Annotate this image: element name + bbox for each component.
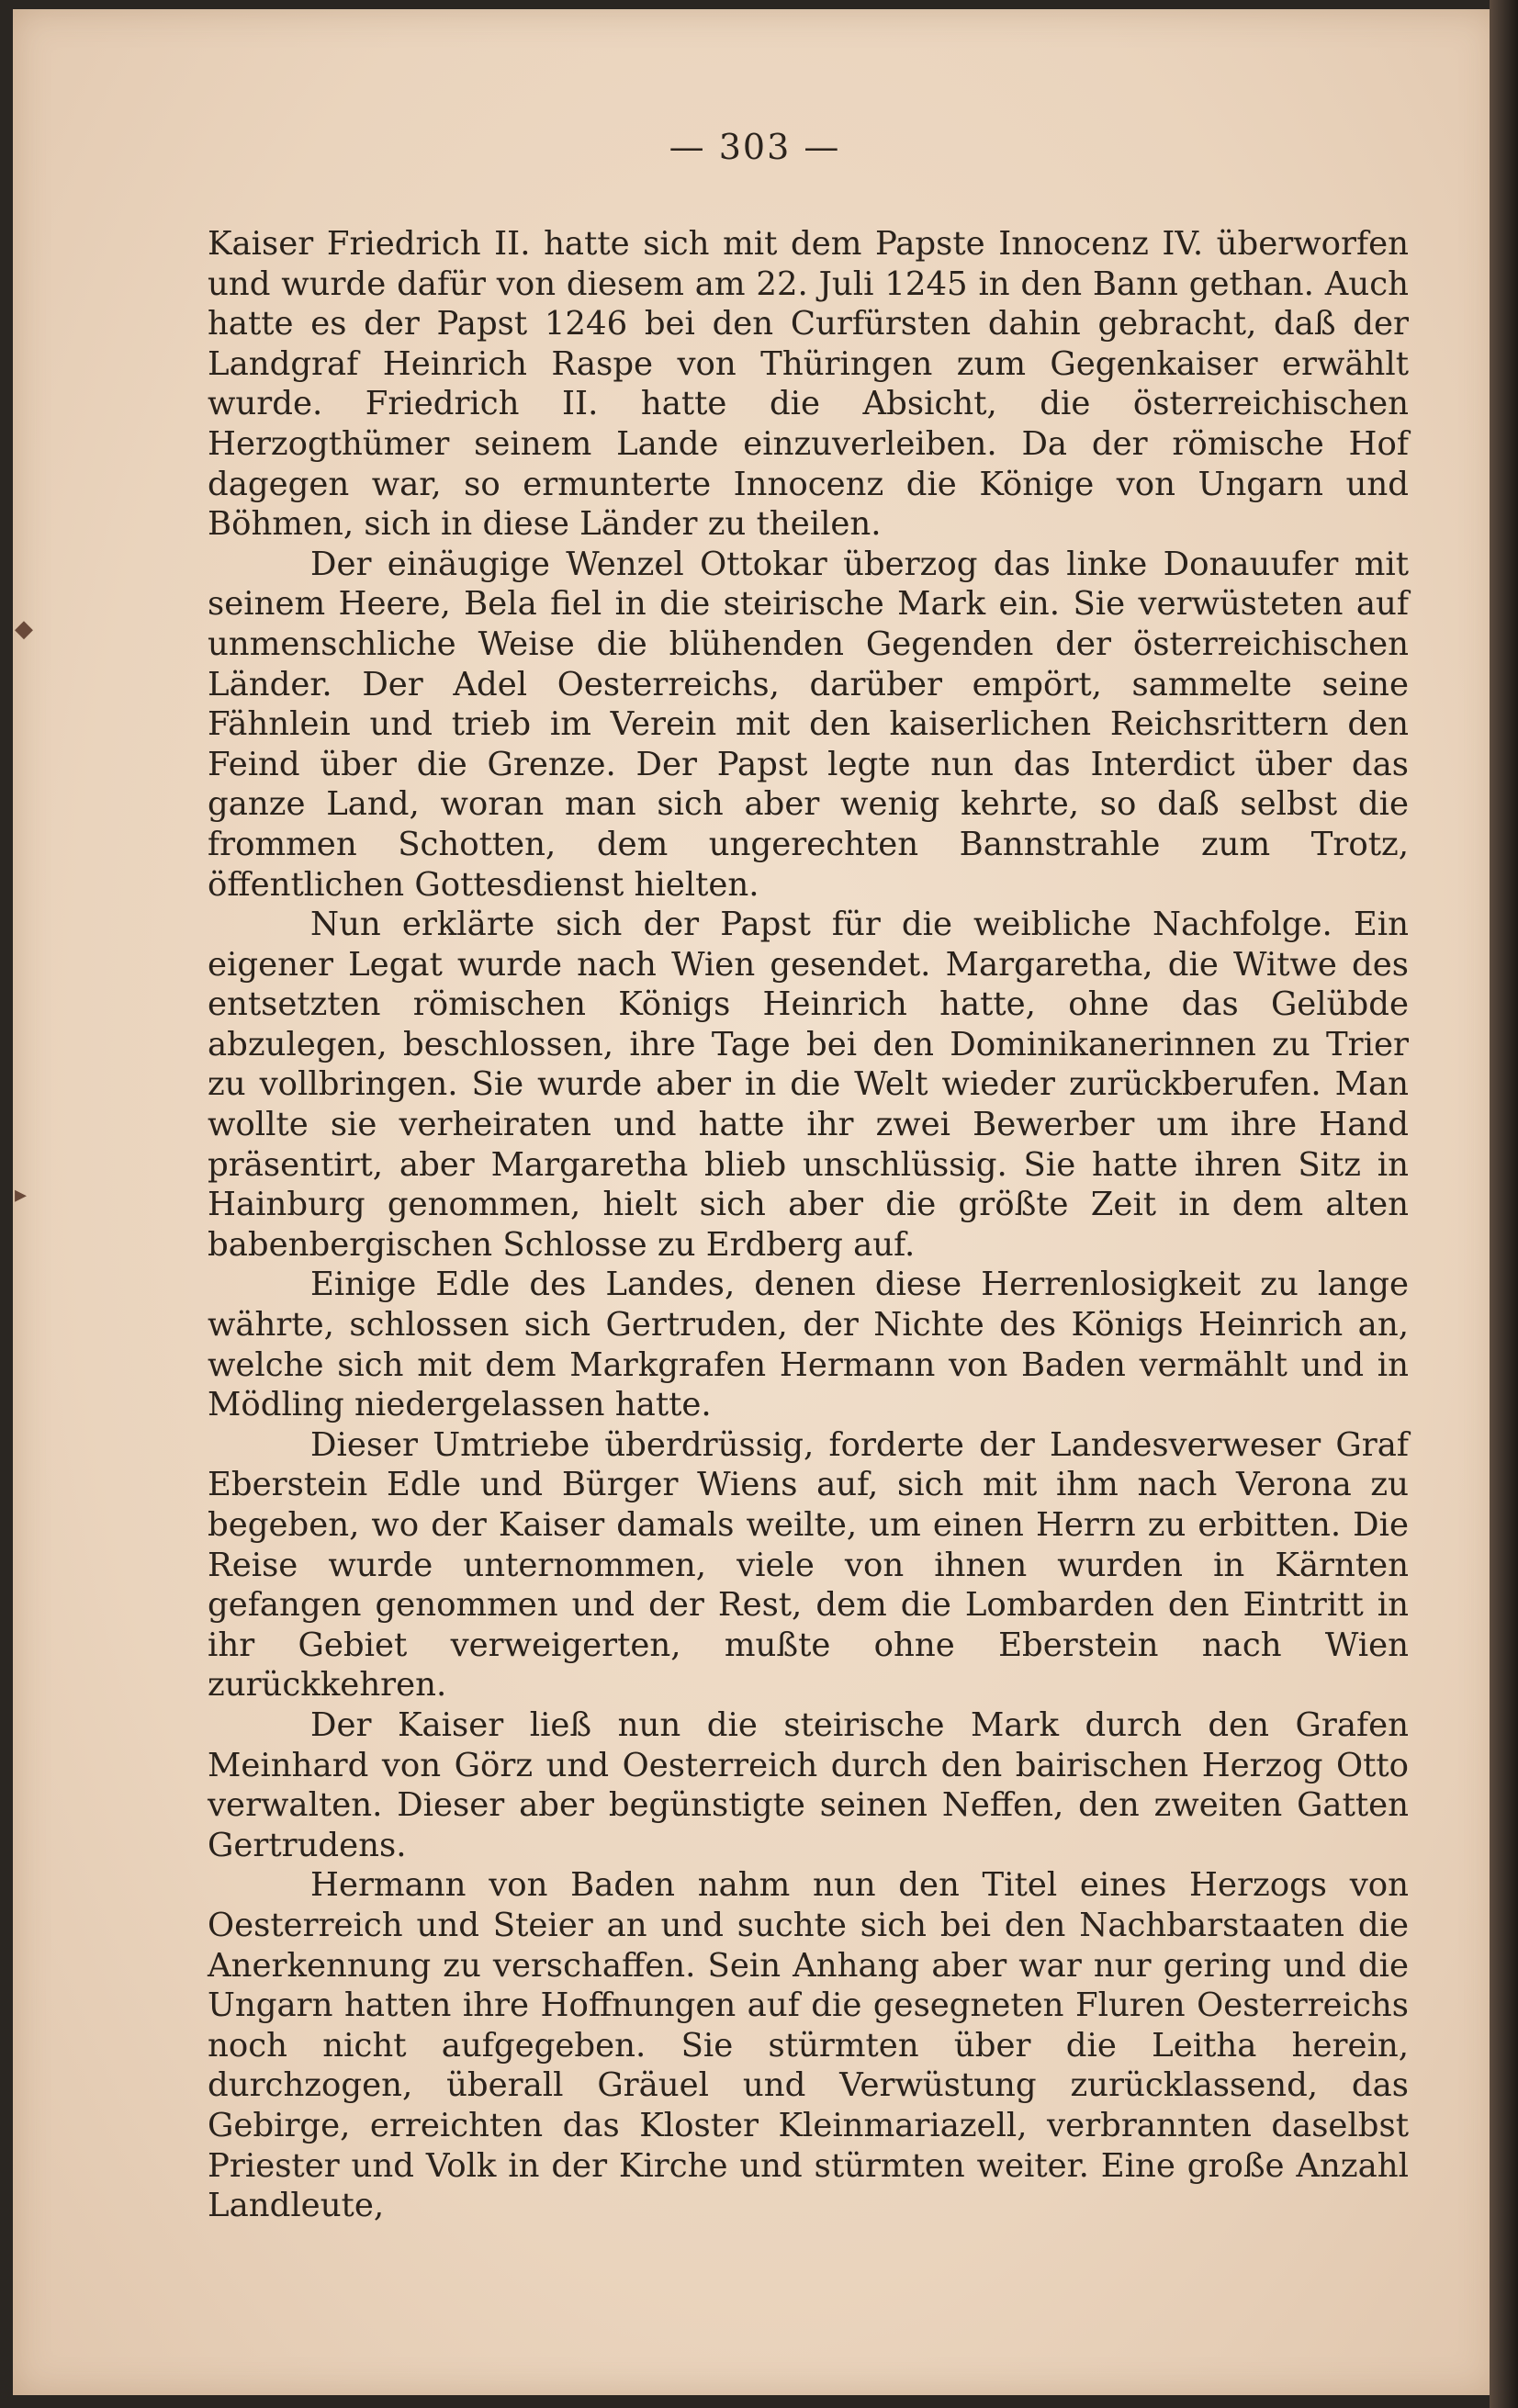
paragraph: Der einäugige Wenzel Ottokar überzog das linke Donauufer mit seinem Heere, Bela fiel in die steirische Mark ein. Sie verwüsteten auf unmenschliche Weise die blühenden Gegenden der österreichischen Länder. Der Adel Oesterreichs, darüber empört, sammelte seine Fähnlein und trieb im Verein mit den kaiserlichen Reichsrittern den Feind über die Grenze. Der Papst legte nun das Interdict über das ganze Land, woran man sich aber wenig kehrte, so daß selbst die frommen Schotten, dem ungerechten Bannstrahle zum Trotz, öffentlichen Gottesdienst hielten. bbox=[208, 545, 1409, 904]
paragraph: Nun erklärte sich der Papst für die weibliche Nachfolge. Ein eigener Legat wurde nach Wien gesendet. Margaretha, die Witwe des entsetzten römischen Königs Heinrich hatte, ohne das Gelübde abzulegen, beschlossen, ihre Tage bei den Dominikanerinnen zu Trier zu vollbringen. Sie wurde aber in die Welt wieder zurückberufen. Man wollte sie verheiraten und hatte ihr zwei Bewerber um ihre Hand präsentirt, aber Margaretha blieb unschlüssig. Sie hatte ihren Sitz in Hainburg genommen, hielt sich aber die größte Zeit in dem alten babenbergischen Schlosse zu Erdberg auf. bbox=[208, 906, 1409, 1264]
book-page bbox=[13, 9, 1497, 2395]
paragraph: Der Kaiser ließ nun die steirische Mark durch den Grafen Meinhard von Görz und Oesterreich durch den bairischen Herzog Otto verwalten. Dieser aber begünstigte seinen Neffen, den zweiten Gatten Gertrudens. bbox=[208, 1705, 1409, 1864]
margin-arrow-icon: ▸ bbox=[15, 1181, 28, 1209]
margin-mark-icon: ◆ bbox=[15, 615, 33, 643]
paragraph: Einige Edle des Landes, denen diese Herrenlosigkeit zu lange währte, schlossen sich Gertruden, der Nichte des Königs Heinrich an, welche sich mit dem Markgrafen Hermann von Baden vermählt und in Mödling niedergelassen hatte. bbox=[208, 1266, 1409, 1424]
body-text bbox=[208, 224, 1409, 2226]
page-number: — 303 — bbox=[669, 127, 841, 167]
book-spine bbox=[1490, 0, 1518, 2408]
paragraph: Kaiser Friedrich II. hatte sich mit dem Papste Innocenz IV. überworfen und wurde dafür von diesem am 22. Juli 1245 in den Bann gethan. Auch hatte es der Papst 1246 bei den Curfürsten dahin gebracht, daß der Landgraf Heinrich Raspe von Thüringen zum Gegenkaiser erwählt wurde. Friedrich II. hatte die Absicht, die österreichischen Herzogthümer seinem Lande einzuverleiben. Da der römische Hof dagegen war, so ermunterte Innocenz die Könige von Ungarn und Böhmen, sich in diese Länder zu theilen. bbox=[208, 225, 1409, 544]
paragraph: Dieser Umtriebe überdrüssig, forderte der Landesverweser Graf Eberstein Edle und Bürger Wiens auf, sich mit ihm nach Verona zu begeben, wo der Kaiser damals weilte, um einen Herrn zu erbitten. Die Reise wurde unternommen, viele von ihnen wurden in Kärnten gefangen genommen und der Rest, dem die Lombarden den Eintritt in ihr Gebiet verweigerten, mußte ohne Eberstein nach Wien zurückkehren. bbox=[208, 1425, 1409, 1705]
paragraph: Hermann von Baden nahm nun den Titel eines Herzogs von Oesterreich und Steier an und suchte sich bei den Nachbarstaaten die Anerkennung zu verschaffen. Sein Anhang aber war nur gering und die Ungarn hatten ihre Hoffnungen auf die gesegneten Fluren Oesterreichs noch nicht aufgegeben. Sie stürmten über die Leitha herein, durchzogen, überall Gräuel und Verwüstung zurücklassend, das Gebirge, erreichten das Kloster Kleinmariazell, verbrannten daselbst Priester und Volk in der Kirche und stürmten weiter. Eine große Anzahl Landleute, bbox=[208, 1866, 1409, 2225]
